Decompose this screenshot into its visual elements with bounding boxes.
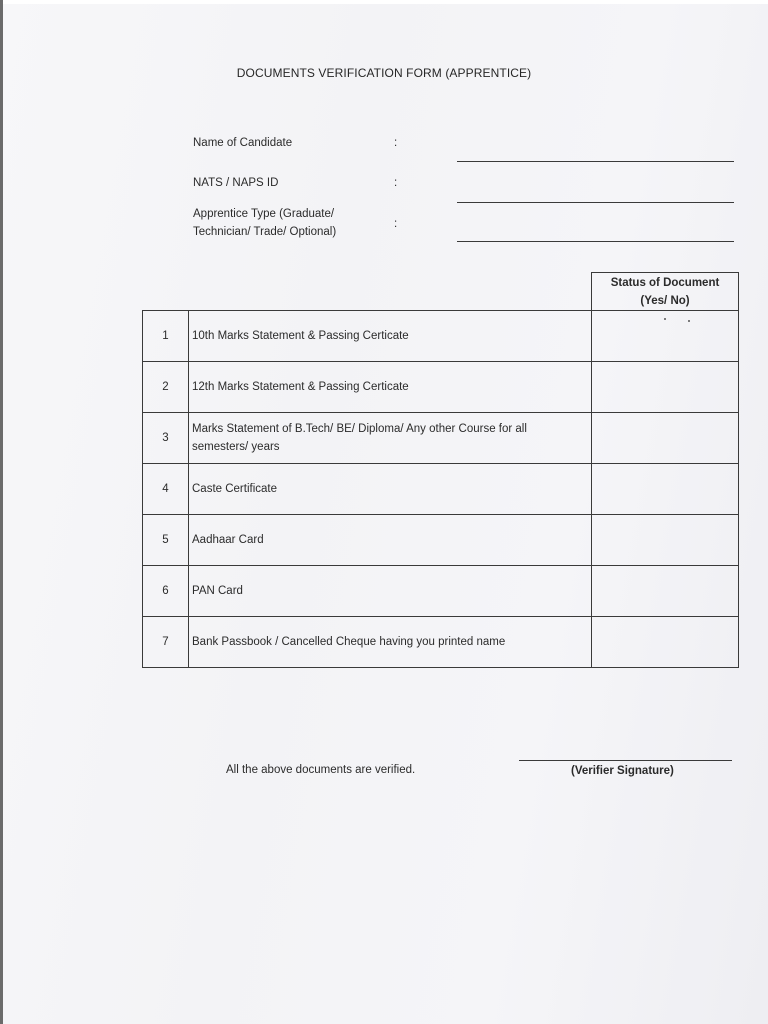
row-number: 2 xyxy=(143,362,189,413)
table-row xyxy=(143,311,739,362)
status-header-line1: Status of Document xyxy=(610,277,720,289)
row-number: 6 xyxy=(143,566,189,617)
status-header-line2: (Yes/ No) xyxy=(640,295,690,307)
apprentice-type-label-line2: Technician/ Trade/ Optional) xyxy=(193,226,337,238)
status-cell[interactable] xyxy=(592,566,739,617)
apprentice-type-line xyxy=(457,241,734,242)
document-name: 12th Marks Statement & Passing Certicate xyxy=(189,362,592,413)
table-row xyxy=(143,464,739,515)
row-number: 5 xyxy=(143,515,189,566)
table-header-row xyxy=(143,273,739,311)
table-row xyxy=(143,566,739,617)
apprentice-type-label xyxy=(193,205,336,241)
table-row xyxy=(143,413,739,464)
nats-naps-id-line xyxy=(457,202,734,203)
document-name: PAN Card xyxy=(189,566,592,617)
status-cell[interactable] xyxy=(592,413,739,464)
document-name-line2: semesters/ years xyxy=(192,441,280,453)
document-name: Aadhaar Card xyxy=(189,515,592,566)
status-cell[interactable] xyxy=(592,362,739,413)
documents-table xyxy=(142,272,739,668)
apprentice-type-colon: : xyxy=(394,218,398,230)
row-number: 7 xyxy=(143,617,189,668)
table-row xyxy=(143,515,739,566)
row-number: 1 xyxy=(143,311,189,362)
row-number: 4 xyxy=(143,464,189,515)
apprentice-type-label-line1: Apprentice Type (Graduate/ xyxy=(193,208,335,220)
verified-statement: All the above documents are verified. xyxy=(226,764,416,776)
scan-speck xyxy=(688,320,690,322)
table-row xyxy=(143,362,739,413)
name-of-candidate-label: Name of Candidate xyxy=(193,137,293,149)
nats-naps-id-colon: : xyxy=(394,177,398,189)
page-top-edge xyxy=(3,0,768,4)
table-row xyxy=(143,617,739,668)
document-name xyxy=(189,413,592,464)
name-of-candidate-colon: : xyxy=(394,137,398,149)
nats-naps-id-label: NATS / NAPS ID xyxy=(193,177,279,189)
status-cell[interactable] xyxy=(592,464,739,515)
document-name: Caste Certificate xyxy=(189,464,592,515)
row-number: 3 xyxy=(143,413,189,464)
status-cell[interactable] xyxy=(592,515,739,566)
document-name: Bank Passbook / Cancelled Cheque having you printed name xyxy=(189,617,592,668)
document-name-line1: Marks Statement of B.Tech/ BE/ Diploma/ Any other Course for all xyxy=(192,423,527,435)
status-column-header xyxy=(592,273,739,311)
name-of-candidate-line xyxy=(457,161,734,162)
document-name: 10th Marks Statement & Passing Certicate xyxy=(189,311,592,362)
form-title: DOCUMENTS VERIFICATION FORM (APPRENTICE) xyxy=(236,66,532,80)
table-header-blank xyxy=(143,273,592,311)
verifier-signature-label: (Verifier Signature) xyxy=(571,765,674,777)
status-cell[interactable] xyxy=(592,617,739,668)
scan-speck xyxy=(664,318,666,320)
page-left-edge xyxy=(0,0,3,1024)
signature-line[interactable] xyxy=(519,760,732,761)
